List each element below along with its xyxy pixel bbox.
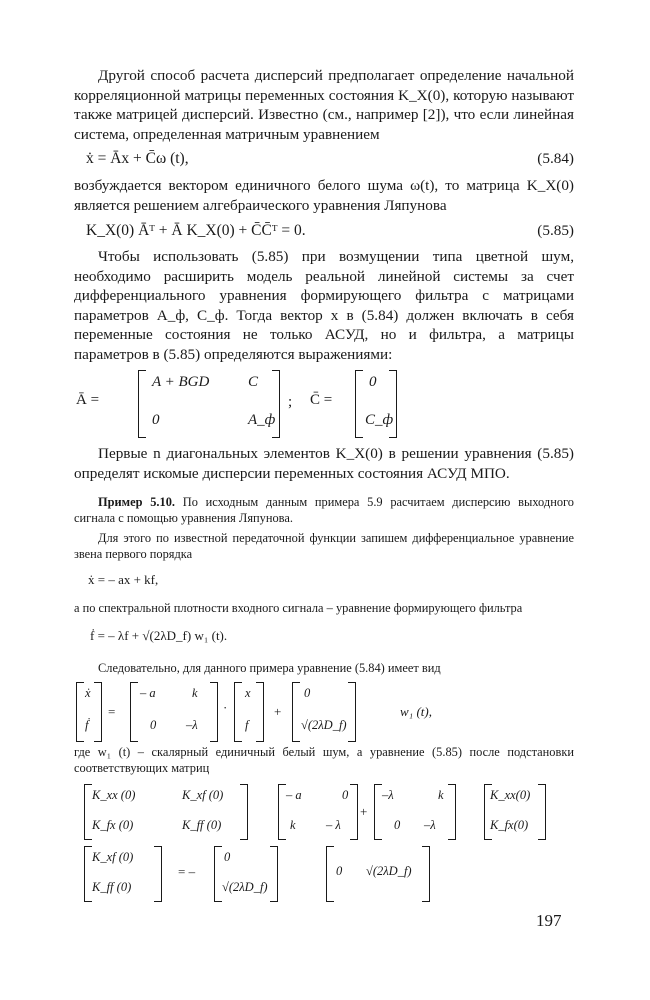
matrix-cell: 0	[304, 686, 311, 700]
matrix-cell: 0	[394, 818, 401, 832]
matrix-x-dot	[76, 682, 102, 742]
paragraph-substitution: где w₁ (t) – скалярный единичный белый шум, а уравнение (5.85) после подстановки соответствующих матриц	[74, 745, 574, 776]
matrix-cell: k	[438, 788, 444, 802]
example-label: Пример 5.10.	[98, 495, 176, 509]
matrix-cell: K_xf (0)	[182, 788, 224, 802]
example-text: По исходным данным примера 5.9 расчитаем дисперсию выходного сигнала с помощью уравнения Ляпунова.	[74, 495, 574, 526]
matrix-cell: 0	[336, 864, 343, 878]
paragraph-shaping-filter: а по спектральной плотности входного сигнала – уравнение формирующего фильтра	[74, 601, 523, 615]
cbar-label: C̄ =	[310, 392, 333, 408]
example-5-10	[74, 494, 574, 526]
plus-sign: +	[360, 804, 368, 819]
paragraph-intro: Другой способ расчета дисперсий предполагает определение начальной корреляционной матрицы переменных состояния K_X(0), которую называют также матрицей дисперсий. Известно (см., например [2]), что если линейная система, определенная матричным уравнением	[74, 67, 574, 143]
matrix-cell: ḟ	[85, 718, 89, 732]
matrix-cell: –λ	[382, 788, 394, 802]
matrix-input	[292, 682, 356, 742]
matrix-cell: 0	[150, 718, 157, 732]
matrix-cell: K_xf (0)	[92, 850, 134, 864]
matrix-state	[234, 682, 264, 742]
equation-first-order: ẋ = – ax + kf,	[88, 572, 159, 587]
matrix-cell: –λ	[424, 818, 436, 832]
matrix-cell: k	[290, 818, 296, 832]
matrix-b-column	[214, 846, 278, 902]
equation-filter: ḟ = – λf + √(2λD_f) w₁ (t).	[90, 628, 228, 643]
matrix-a-bar	[138, 370, 280, 438]
matrix-cell: – a	[286, 788, 302, 802]
matrix-cell: √(2λD_f)	[366, 864, 412, 878]
matrix-cell: 0	[369, 374, 377, 390]
matrix-cell: 0	[342, 788, 349, 802]
equals-sign: =	[108, 704, 116, 719]
matrix-cell: f	[245, 718, 249, 732]
matrix-cell: √(2λD_f)	[301, 718, 347, 732]
equation-tail: w₁ (t),	[400, 704, 432, 719]
matrix-cell: A_ф	[248, 412, 276, 428]
matrix-cell: K_ff (0)	[92, 880, 132, 894]
paragraph-lyapunov: возбуждается вектором единичного белого шума ω(t), то матрица K_X(0) является решением алгебраического уравнения Ляпунова	[74, 177, 574, 214]
matrix-cell: C	[248, 374, 259, 390]
matrix-cell: –λ	[186, 718, 198, 732]
matrix-a	[374, 784, 456, 840]
equation-5-85: K_X(0) Āᵀ + Ā K_X(0) + C̄C̄ᵀ = 0.	[86, 222, 306, 239]
matrix-cell: k	[192, 686, 198, 700]
semicolon: ;	[288, 394, 293, 410]
matrix-b-row	[326, 846, 430, 902]
matrix-a-transposed	[278, 784, 358, 840]
matrix-cell: ẋ	[85, 686, 91, 700]
dot-operator: ·	[223, 700, 228, 715]
matrix-cell: A + BGD	[152, 374, 210, 390]
matrix-cell: K_fx(0)	[490, 818, 529, 832]
paragraph-colored-noise: Чтобы использовать (5.85) при возмущении типа цветной шум, необходимо расширить модель реальной линейной системы за счет дифференциального уравнения формирующего фильтра с матрицами параметров A_ф, C_ф. Тогда вектор x в (5.84) должен включать в себя переменные состояния не только АСУД, но и фильтра, а матрицы параметров в (5.85) определяются выражениями:	[74, 248, 574, 363]
matrix-k	[84, 784, 248, 840]
page-number: 197	[536, 911, 562, 930]
matrix-k-column	[484, 784, 546, 840]
matrix-cell: K_xx(0)	[490, 788, 531, 802]
matrix-cell: √(2λD_f)	[222, 880, 268, 894]
matrix-cell: K_ff (0)	[182, 818, 222, 832]
equation-number-5-85: (5.85)	[537, 222, 574, 239]
matrix-cell: – λ	[326, 818, 341, 832]
plus-sign: +	[274, 704, 282, 719]
neg-equals-sign: = –	[178, 864, 196, 879]
matrix-c-bar	[355, 370, 397, 438]
equation-5-84: ẋ = Āx + C̄ω (t),	[86, 150, 189, 167]
paragraph-diagonal: Первые n диагональных элементов K_X(0) в решении уравнения (5.85) определят искомые дисперсии переменных состояния АСУД МПО.	[74, 445, 574, 482]
equation-number-5-84: (5.84)	[537, 150, 574, 167]
paragraph-first-order: Для этого по известной передаточной функции запишем дифференциальное уравнение звена первого порядка	[74, 531, 574, 562]
matrix-cell: – a	[140, 686, 156, 700]
paragraph-example-form: Следовательно, для данного примера уравнение (5.84) имеет вид	[98, 661, 441, 675]
matrix-cell: 0	[224, 850, 231, 864]
matrix-cell: K_xx (0)	[92, 788, 136, 802]
matrix-k-column-2	[84, 846, 162, 902]
matrix-cell: K_fx (0)	[92, 818, 134, 832]
matrix-cell: x	[245, 686, 251, 700]
matrix-cell: C_ф	[365, 412, 394, 428]
abar-label: Ā =	[76, 392, 100, 408]
matrix-system	[130, 682, 218, 742]
matrix-cell: 0	[152, 412, 160, 428]
